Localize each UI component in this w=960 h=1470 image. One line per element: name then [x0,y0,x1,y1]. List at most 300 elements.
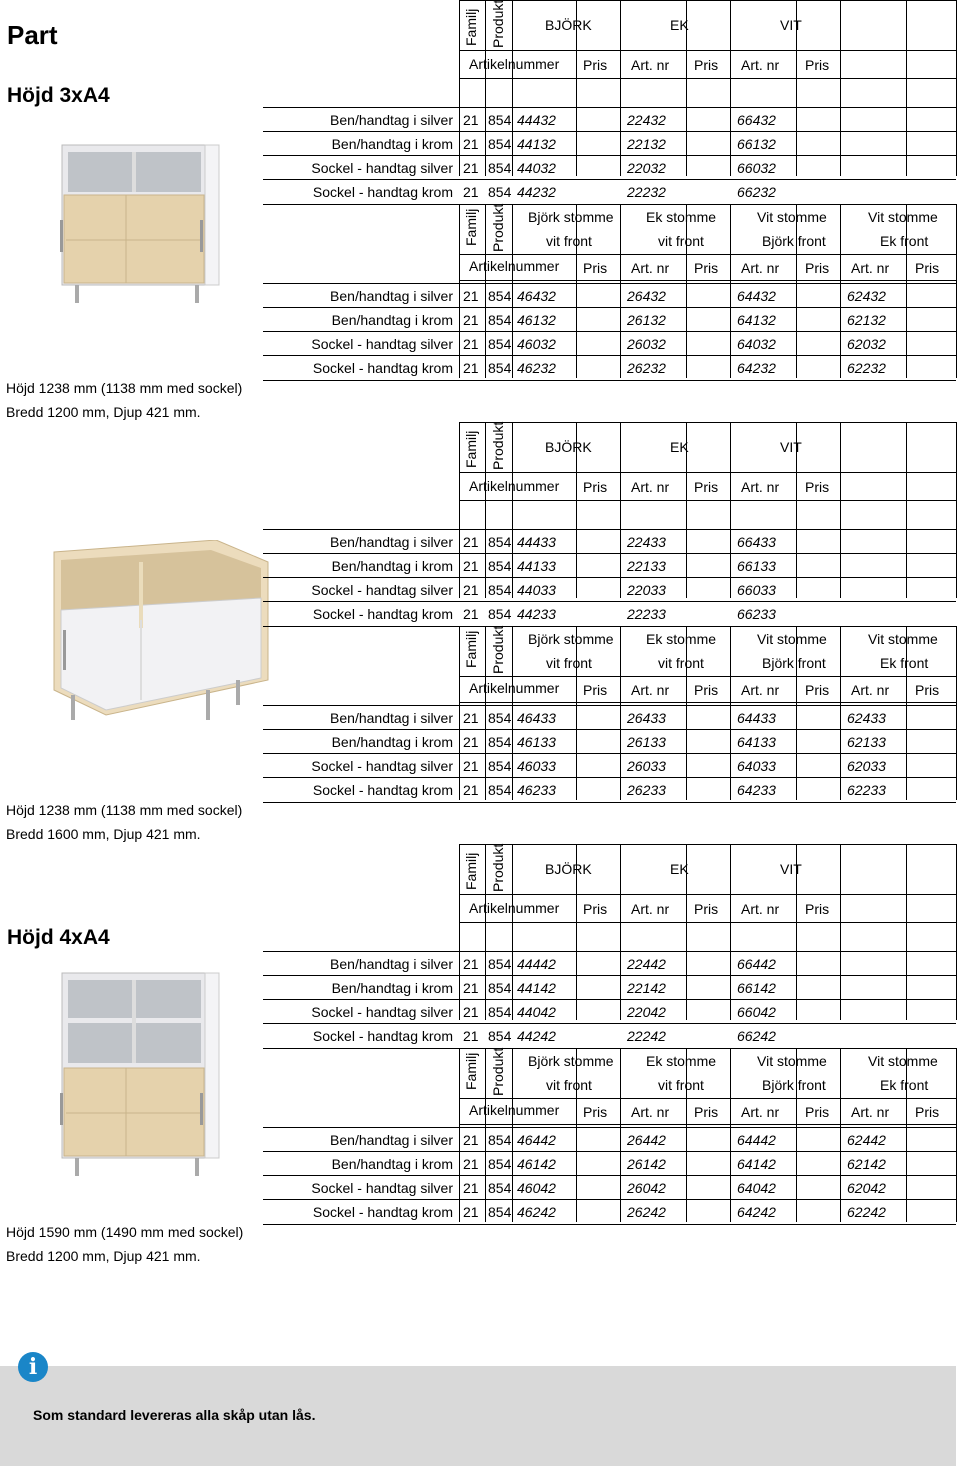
familj-header: Familj [463,208,479,246]
artikelnummer-cell: 66142 [737,980,776,996]
familj-code: 21 [463,1180,479,1196]
grid-line [459,702,956,703]
artikelnummer-cell: 46142 [517,1156,556,1172]
artikelnummer-cell: 44032 [517,160,556,176]
artnr-header: Art. nr [741,901,780,917]
row-label: Ben/handtag i krom [331,1156,453,1172]
familj-header: Familj [463,852,479,890]
grid-line [620,844,621,1020]
artnr-header: Art. nr [631,901,670,917]
produkt-code: 854 [488,1204,512,1220]
artikelnummer-cell: 26033 [627,758,666,774]
grid-line [620,204,621,378]
artikelnummer-header: Artikelnummer [469,680,560,696]
produkt-code: 854 [488,288,512,304]
pris-header: Pris [694,260,719,276]
grid-line [459,280,956,281]
produkt-code: 854 [488,136,512,152]
column-group-ek-stomme: Ek stomme [646,1053,717,1069]
artikelnummer-cell: 22132 [627,136,666,152]
produkt-code: 854 [488,336,512,352]
produkt-header: Produkt [490,1047,506,1096]
grid-line [459,1124,956,1125]
row-label: Sockel - handtag silver [311,336,453,352]
familj-code: 21 [463,558,479,574]
grid-line [840,422,841,598]
grid-line [730,844,731,1020]
artikelnummer-cell: 66032 [737,160,776,176]
column-group-vit-stomme: Vit stomme [868,209,938,225]
grid-line [730,204,731,378]
grid-line [956,844,957,1020]
column-group-bjork: BJÖRK [545,17,592,33]
pris-header: Pris [583,1104,608,1120]
produkt-code: 854 [488,758,512,774]
column-group-vit: VIT [780,439,802,455]
grid-line [840,0,841,176]
familj-code: 21 [463,1028,479,1044]
artikelnummer-cell: 22232 [627,184,666,200]
section-heading-4xa4: Höjd 4xA4 [7,926,110,949]
artikelnummer-cell: 64242 [737,1204,776,1220]
artnr-header: Art. nr [631,479,670,495]
artnr-header: Art. nr [631,260,670,276]
artnr-header: Art. nr [631,57,670,73]
artikelnummer-cell: 44142 [517,980,556,996]
produkt-code: 854 [488,582,512,598]
artikelnummer-cell: 66442 [737,956,776,972]
dimension-size: Bredd 1600 mm, Djup 421 mm. [6,826,201,842]
artikelnummer-cell: 22142 [627,980,666,996]
produkt-header: Produkt [490,625,506,674]
artikelnummer-cell: 26132 [627,312,666,328]
dimension-size: Bredd 1200 mm, Djup 421 mm. [6,404,201,420]
artikelnummer-cell: 26133 [627,734,666,750]
produkt-code: 854 [488,1180,512,1196]
pris-header: Pris [583,479,608,495]
grid-line [956,422,957,598]
grid-line [620,626,621,800]
column-group-vit-stomme: Vit stomme [868,1053,938,1069]
column-group-vit: VIT [780,861,802,877]
familj-code: 21 [463,980,479,996]
grid-line [485,422,486,598]
grid-line [459,500,956,501]
artikelnummer-header: Artikelnummer [469,478,560,494]
row-label: Sockel - handtag krom [312,1028,453,1044]
produkt-code: 854 [488,112,512,128]
artikelnummer-cell: 26442 [627,1132,666,1148]
artikelnummer-cell: 26232 [627,360,666,376]
grid-line [459,0,956,1]
cabinet-image-1200-4xa4 [50,968,225,1183]
produkt-code: 854 [488,734,512,750]
artnr-header: Art. nr [631,682,670,698]
grid-line [263,802,956,803]
row-label: Sockel - handtag silver [311,1004,453,1020]
column-group-bjork: BJÖRK [545,861,592,877]
artikelnummer-cell: 66133 [737,558,776,574]
grid-line [512,626,513,800]
grid-line [459,422,460,598]
pris-header: Pris [805,57,830,73]
artikelnummer-cell: 46232 [517,360,556,376]
column-subgroup-vit-front: vit front [546,655,592,671]
pris-header: Pris [805,479,830,495]
column-subgroup-bjork-front: Björk front [762,1077,826,1093]
produkt-code: 854 [488,606,512,622]
artikelnummer-cell: 46433 [517,710,556,726]
row-label: Sockel - handtag silver [311,160,453,176]
familj-code: 21 [463,1204,479,1220]
familj-code: 21 [463,1004,479,1020]
grid-line [459,844,460,1020]
artikelnummer-cell: 62242 [847,1204,886,1220]
artikelnummer-cell: 66042 [737,1004,776,1020]
artikelnummer-cell: 64033 [737,758,776,774]
artikelnummer-cell: 44432 [517,112,556,128]
artikelnummer-header: Artikelnummer [469,56,560,72]
artikelnummer-cell: 62142 [847,1156,886,1172]
produkt-code: 854 [488,956,512,972]
familj-code: 21 [463,360,479,376]
column-group-bjork-stomme: Björk stomme [528,631,614,647]
dimension-size: Bredd 1200 mm, Djup 421 mm. [6,1248,201,1264]
row-label: Ben/handtag i krom [331,136,453,152]
grid-line [485,1048,486,1222]
grid-line [956,1048,957,1222]
produkt-header: Produkt [490,421,506,470]
row-label: Ben/handtag i krom [331,734,453,750]
familj-code: 21 [463,336,479,352]
grid-line [459,0,460,176]
column-group-ek-stomme: Ek stomme [646,631,717,647]
familj-code: 21 [463,758,479,774]
familj-code: 21 [463,534,479,550]
pris-header: Pris [915,682,940,698]
familj-code: 21 [463,782,479,798]
column-group-bjork-stomme: Björk stomme [528,1053,614,1069]
row-label: Sockel - handtag silver [311,1180,453,1196]
artikelnummer-cell: 22233 [627,606,666,622]
artikelnummer-cell: 22032 [627,160,666,176]
produkt-code: 854 [488,782,512,798]
artikelnummer-cell: 62442 [847,1132,886,1148]
produkt-header: Produkt [490,0,506,48]
grid-line [620,422,621,598]
row-label: Sockel - handtag krom [312,1204,453,1220]
produkt-code: 854 [488,980,512,996]
familj-header: Familj [463,8,479,46]
cabinet-image-1600-3xa4 [46,540,276,750]
artikelnummer-cell: 64142 [737,1156,776,1172]
column-subgroup-vit-front: vit front [546,1077,592,1093]
artikelnummer-cell: 64442 [737,1132,776,1148]
grid-line [956,0,957,176]
artikelnummer-cell: 44033 [517,582,556,598]
column-group-ek: EK [670,17,689,33]
artikelnummer-cell: 66232 [737,184,776,200]
grid-line [730,422,731,598]
row-label: Sockel - handtag krom [312,782,453,798]
artikelnummer-cell: 22433 [627,534,666,550]
grid-line [840,626,841,800]
cabinet-image-1200-3xa4 [50,140,225,310]
grid-line [906,422,907,598]
column-group-ek: EK [670,439,689,455]
artikelnummer-header: Artikelnummer [469,900,560,916]
produkt-header: Produkt [490,843,506,892]
pris-header: Pris [805,901,830,917]
artikelnummer-cell: 62132 [847,312,886,328]
artikelnummer-cell: 22442 [627,956,666,972]
artikelnummer-cell: 64132 [737,312,776,328]
familj-header: Familj [463,630,479,668]
grid-line [459,1048,460,1222]
produkt-header: Produkt [490,203,506,252]
grid-line [485,844,486,1020]
artnr-header: Art. nr [631,1104,670,1120]
produkt-code: 854 [488,160,512,176]
grid-line [906,0,907,176]
dimension-height: Höjd 1238 mm (1138 mm med sockel) [6,380,243,396]
page-title: Part [7,20,58,50]
row-label: Sockel - handtag krom [312,360,453,376]
artikelnummer-cell: 26432 [627,288,666,304]
grid-line [730,626,731,800]
familj-header: Familj [463,430,479,468]
artikelnummer-cell: 66233 [737,606,776,622]
dimension-height: Höjd 1590 mm (1490 mm med sockel) [6,1224,244,1240]
grid-line [906,844,907,1020]
produkt-code: 854 [488,558,512,574]
column-group-ek: EK [670,861,689,877]
row-label: Ben/handtag i silver [330,956,453,972]
artikelnummer-cell: 44042 [517,1004,556,1020]
produkt-code: 854 [488,710,512,726]
artikelnummer-cell: 46442 [517,1132,556,1148]
grid-line [956,626,957,800]
grid-line [459,204,460,378]
artikelnummer-cell: 66433 [737,534,776,550]
row-label: Sockel - handtag krom [312,184,453,200]
grid-line [840,1048,841,1222]
artikelnummer-cell: 22042 [627,1004,666,1020]
column-subgroup-ek-front: Ek front [880,655,929,671]
column-subgroup-vit-front: vit front [546,233,592,249]
pris-header: Pris [583,901,608,917]
grid-line [620,0,621,176]
artikelnummer-cell: 64432 [737,288,776,304]
artikelnummer-cell: 26042 [627,1180,666,1196]
column-group-vit-stomme: Vit stomme [757,1053,827,1069]
produkt-code: 854 [488,312,512,328]
artikelnummer-cell: 26242 [627,1204,666,1220]
artnr-header: Art. nr [741,682,780,698]
grid-line [512,844,513,1020]
artikelnummer-header: Artikelnummer [469,258,560,274]
familj-header: Familj [463,1052,479,1090]
row-label: Sockel - handtag silver [311,582,453,598]
produkt-code: 854 [488,360,512,376]
pris-header: Pris [694,901,719,917]
artikelnummer-cell: 44233 [517,606,556,622]
grid-line [620,1048,621,1222]
familj-code: 21 [463,956,479,972]
grid-line [485,626,486,800]
artikelnummer-cell: 26433 [627,710,666,726]
produkt-code: 854 [488,1132,512,1148]
artikelnummer-header: Artikelnummer [469,1102,560,1118]
artikelnummer-cell: 62432 [847,288,886,304]
grid-line [730,1048,731,1222]
grid-line [263,380,956,381]
artikelnummer-cell: 64433 [737,710,776,726]
column-group-vit-stomme: Vit stomme [757,631,827,647]
artikelnummer-cell: 62033 [847,758,886,774]
pris-header: Pris [915,260,940,276]
artnr-header: Art. nr [741,479,780,495]
artikelnummer-cell: 46242 [517,1204,556,1220]
column-subgroup-bjork-front: Björk front [762,655,826,671]
grid-line [512,422,513,598]
dimension-height: Höjd 1238 mm (1138 mm med sockel) [6,802,243,818]
pris-header: Pris [694,682,719,698]
artnr-header: Art. nr [741,57,780,73]
grid-line [459,50,956,51]
artikelnummer-cell: 46132 [517,312,556,328]
grid-line [459,894,956,895]
familj-code: 21 [463,288,479,304]
row-label: Ben/handtag i silver [330,1132,453,1148]
grid-line [512,0,513,176]
artikelnummer-cell: 26233 [627,782,666,798]
artikelnummer-cell: 22133 [627,558,666,574]
row-label: Ben/handtag i krom [331,558,453,574]
artikelnummer-cell: 64133 [737,734,776,750]
grid-line [459,844,956,845]
artikelnummer-cell: 44442 [517,956,556,972]
artikelnummer-cell: 46033 [517,758,556,774]
artnr-header: Art. nr [741,1104,780,1120]
grid-line [459,78,956,79]
artikelnummer-cell: 44133 [517,558,556,574]
row-label: Ben/handtag i silver [330,534,453,550]
row-label: Ben/handtag i krom [331,312,453,328]
artikelnummer-cell: 66432 [737,112,776,128]
artikelnummer-cell: 62433 [847,710,886,726]
pris-header: Pris [805,1104,830,1120]
artikelnummer-cell: 62032 [847,336,886,352]
artnr-header: Art. nr [851,1104,890,1120]
familj-code: 21 [463,710,479,726]
grid-line [485,204,486,378]
grid-line [459,422,956,423]
grid-line [956,204,957,378]
pris-header: Pris [915,1104,940,1120]
grid-line [512,1048,513,1222]
column-subgroup-vit-front: vit front [658,1077,704,1093]
artikelnummer-cell: 66242 [737,1028,776,1044]
grid-line [512,204,513,378]
grid-line [730,0,731,176]
grid-line [459,472,956,473]
artnr-header: Art. nr [741,260,780,276]
pris-header: Pris [583,260,608,276]
row-label: Ben/handtag i silver [330,112,453,128]
produkt-code: 854 [488,184,512,200]
grid-line [459,626,460,800]
pris-header: Pris [583,57,608,73]
pris-header: Pris [583,682,608,698]
grid-line [840,844,841,1020]
produkt-code: 854 [488,1028,512,1044]
grid-line [485,0,486,176]
familj-code: 21 [463,1156,479,1172]
column-subgroup-ek-front: Ek front [880,1077,929,1093]
row-label: Sockel - handtag krom [312,606,453,622]
artikelnummer-cell: 64032 [737,336,776,352]
familj-code: 21 [463,312,479,328]
artikelnummer-cell: 64042 [737,1180,776,1196]
artikelnummer-cell: 64233 [737,782,776,798]
artikelnummer-cell: 44232 [517,184,556,200]
artikelnummer-cell: 46432 [517,288,556,304]
produkt-code: 854 [488,1004,512,1020]
familj-code: 21 [463,136,479,152]
artikelnummer-cell: 62233 [847,782,886,798]
artikelnummer-cell: 22242 [627,1028,666,1044]
artikelnummer-cell: 46042 [517,1180,556,1196]
pris-header: Pris [694,1104,719,1120]
artikelnummer-cell: 46133 [517,734,556,750]
artikelnummer-cell: 44433 [517,534,556,550]
column-subgroup-vit-front: vit front [658,233,704,249]
artikelnummer-cell: 62042 [847,1180,886,1196]
familj-code: 21 [463,734,479,750]
column-group-bjork-stomme: Björk stomme [528,209,614,225]
column-group-vit: VIT [780,17,802,33]
pris-header: Pris [805,260,830,276]
row-label: Ben/handtag i silver [330,710,453,726]
artikelnummer-cell: 22432 [627,112,666,128]
section-heading-3xa4: Höjd 3xA4 [7,84,110,107]
column-group-ek-stomme: Ek stomme [646,209,717,225]
pris-header: Pris [694,57,719,73]
grid-line [459,922,956,923]
info-text: Som standard levereras alla skåp utan lås. [33,1407,316,1423]
column-group-vit-stomme: Vit stomme [757,209,827,225]
artikelnummer-cell: 26032 [627,336,666,352]
pris-header: Pris [694,479,719,495]
column-subgroup-bjork-front: Björk front [762,233,826,249]
artikelnummer-cell: 62133 [847,734,886,750]
artnr-header: Art. nr [851,682,890,698]
artikelnummer-cell: 46233 [517,782,556,798]
artikelnummer-cell: 66132 [737,136,776,152]
artikelnummer-cell: 26142 [627,1156,666,1172]
column-subgroup-vit-front: vit front [658,655,704,671]
artikelnummer-cell: 44132 [517,136,556,152]
familj-code: 21 [463,582,479,598]
row-label: Sockel - handtag silver [311,758,453,774]
artikelnummer-cell: 64232 [737,360,776,376]
artikelnummer-cell: 62232 [847,360,886,376]
column-group-vit-stomme: Vit stomme [868,631,938,647]
row-label: Ben/handtag i krom [331,980,453,996]
row-label: Ben/handtag i silver [330,288,453,304]
artikelnummer-cell: 66033 [737,582,776,598]
